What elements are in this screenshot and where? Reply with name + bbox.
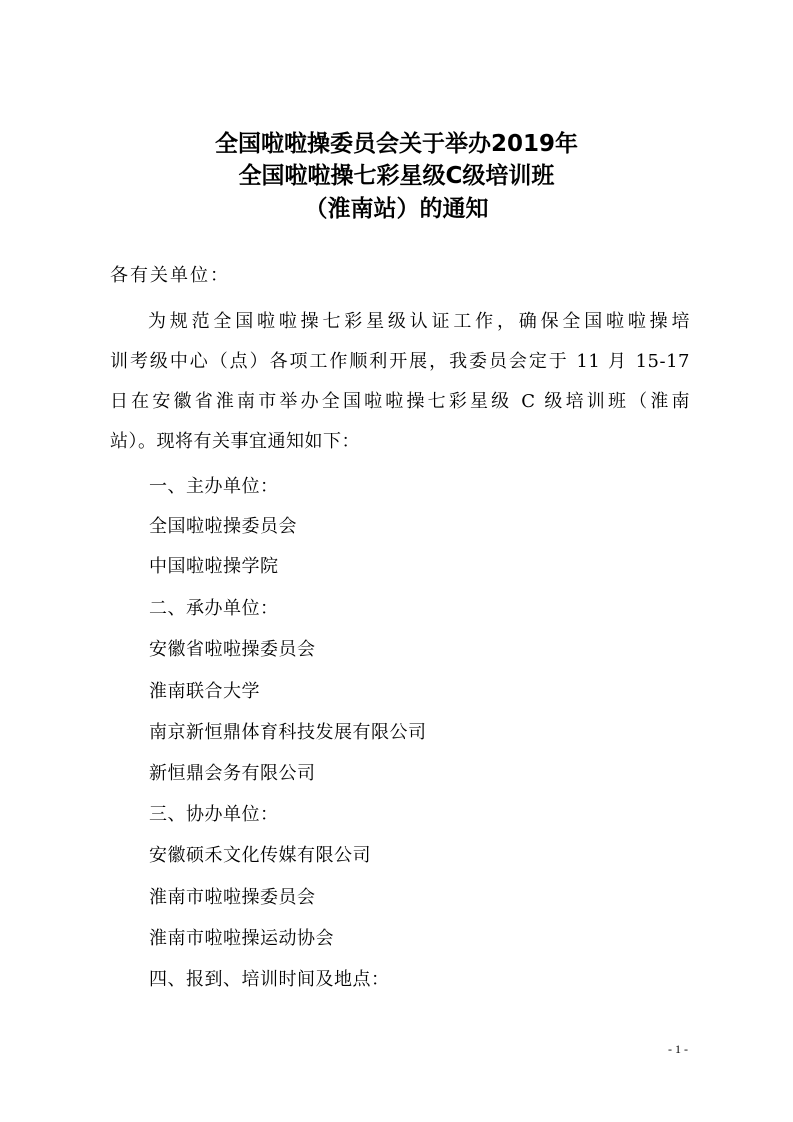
- organizer-unit: 南京新恒鼎体育科技发展有限公司: [149, 722, 427, 743]
- section-heading-co-organizer: 三、协办单位：: [149, 804, 279, 825]
- intro-line: 日在安徽省淮南市举办全国啦啦操七彩星级 C 级培训班（淮南: [110, 391, 690, 412]
- intro-line: 站）。现将有关事宜通知如下：: [110, 431, 360, 452]
- intro-paragraph: [110, 302, 690, 462]
- section-heading-host: 一、主办单位：: [149, 476, 279, 497]
- salutation: 各有关单位：: [110, 265, 230, 286]
- intro-line: 为规范全国啦啦操七彩星级认证工作，确保全国啦啦操培: [148, 311, 690, 332]
- co-organizer-unit: 淮南市啦啦操委员会: [149, 887, 316, 908]
- co-organizer-unit: 淮南市啦啦操运动协会: [149, 928, 334, 949]
- co-organizer-unit: 安徽硕禾文化传媒有限公司: [149, 845, 371, 866]
- page-number: - 1 -: [668, 1042, 688, 1056]
- title-line-1: 全国啦啦操委员会关于举办2019年: [214, 131, 578, 157]
- title-line-3: （淮南站）的通知: [304, 196, 489, 222]
- section-heading-organizer: 二、承办单位：: [149, 598, 279, 619]
- organizer-unit: 安徽省啦啦操委员会: [149, 639, 316, 660]
- intro-line: 训考级中心（点）各项工作顺利开展，我委员会定于 11 月 15-17: [110, 351, 690, 372]
- organizer-unit: 淮南联合大学: [149, 681, 260, 702]
- host-unit: 全国啦啦操委员会: [149, 516, 297, 537]
- organizer-unit: 新恒鼎会务有限公司: [149, 763, 316, 784]
- host-unit: 中国啦啦操学院: [149, 556, 279, 577]
- section-heading-registration: 四、报到、培训时间及地点：: [149, 969, 390, 990]
- title-line-2: 全国啦啦操七彩星级C级培训班: [238, 163, 555, 189]
